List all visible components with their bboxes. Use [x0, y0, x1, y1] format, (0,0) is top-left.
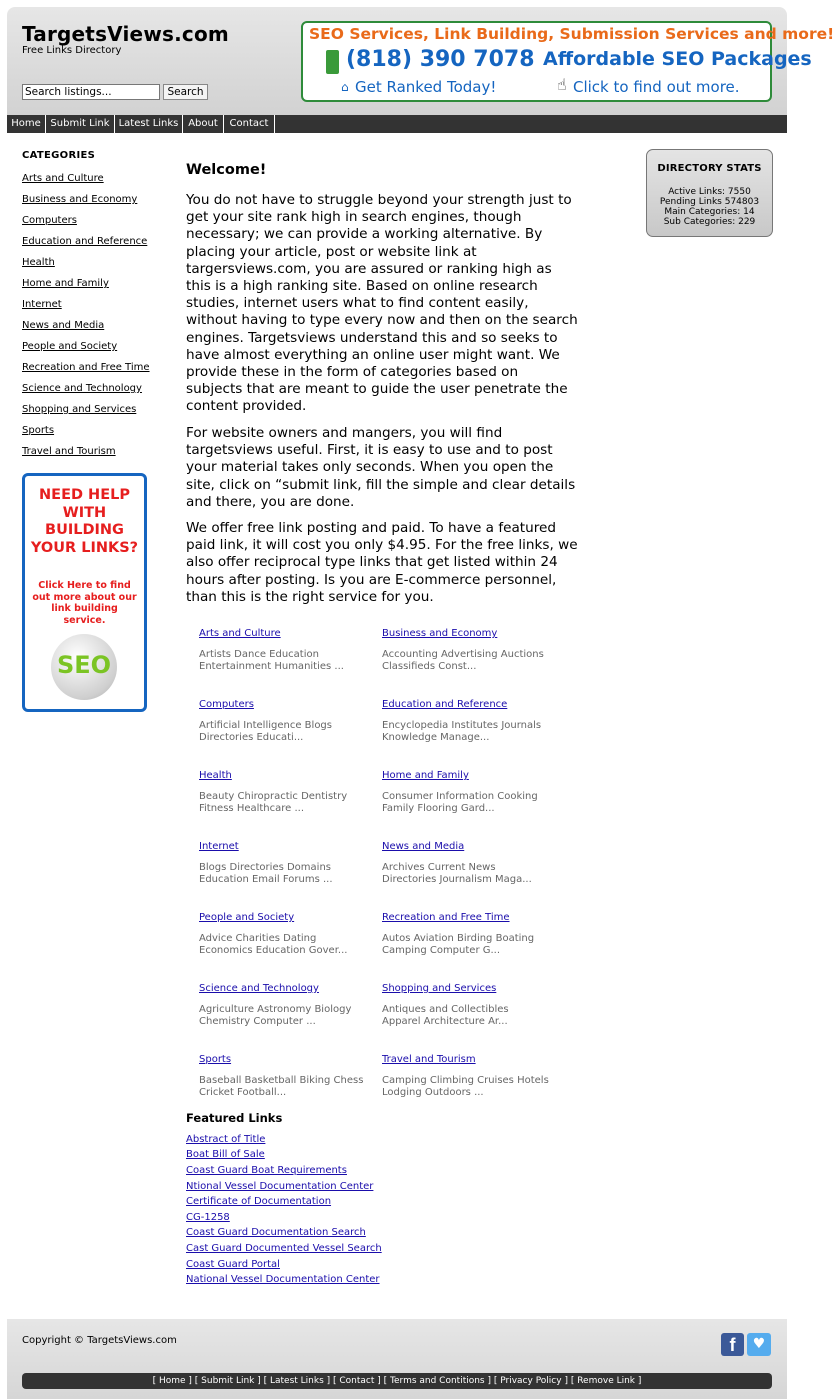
- footer-link-privacy[interactable]: Privacy Policy: [500, 1376, 562, 1386]
- category-link-education[interactable]: Education and Reference: [382, 699, 508, 710]
- category-sub: Camping Computer G...: [382, 945, 501, 956]
- help-text: Click Here to find out more about our link building service.: [32, 580, 137, 627]
- seo-ball-label: SEO: [56, 651, 112, 679]
- banner-click: Click to find out more.: [573, 78, 740, 96]
- sidebar-item-computers[interactable]: Computers: [22, 215, 77, 226]
- banner-affordable: Affordable SEO Packages: [543, 48, 812, 70]
- footer-link-latest[interactable]: Latest Links: [269, 1376, 324, 1386]
- category-sub: Consumer Information Cooking: [382, 791, 538, 802]
- nav-about[interactable]: About: [183, 115, 224, 133]
- footer-link-submit[interactable]: Submit Link: [201, 1376, 255, 1386]
- stats-title: DIRECTORY STATS: [657, 163, 762, 174]
- site-tagline: Free Links Directory: [22, 45, 122, 56]
- category-link-internet[interactable]: Internet: [199, 841, 239, 852]
- directory-stats: [646, 149, 773, 237]
- category-sub: Accounting Advertising Auctions: [382, 649, 544, 660]
- footer-link-home[interactable]: Home: [158, 1376, 186, 1386]
- sidebar-item-sports[interactable]: Sports: [22, 425, 55, 436]
- category-link-home-family[interactable]: Home and Family: [382, 770, 469, 781]
- search-input[interactable]: [22, 84, 160, 100]
- category-sub: Encyclopedia Institutes Journals: [382, 720, 542, 731]
- footer-link-terms[interactable]: Terms and Contitions: [390, 1376, 485, 1386]
- category-link-health[interactable]: Health: [199, 770, 232, 781]
- featured-link[interactable]: Ntional Vessel Documentation Center: [186, 1181, 374, 1192]
- featured-link[interactable]: Boat Bill of Sale: [186, 1149, 265, 1160]
- category-sub: Advice Charities Dating: [199, 933, 317, 944]
- category-sub: Agriculture Astronomy Biology: [199, 1004, 352, 1015]
- category-link-science[interactable]: Science and Technology: [199, 983, 319, 994]
- seo-banner-ad[interactable]: [301, 21, 834, 102]
- facebook-icon[interactable]: f: [721, 1333, 744, 1356]
- category-sub: Lodging Outdoors ...: [382, 1087, 484, 1098]
- featured-link[interactable]: Certificate of Documentation: [186, 1196, 332, 1207]
- category-sub: Directories Educati...: [199, 732, 304, 743]
- category-link-travel[interactable]: Travel and Tourism: [382, 1054, 476, 1065]
- featured-link[interactable]: CG-1258: [186, 1212, 230, 1223]
- featured-link[interactable]: National Vessel Documentation Center: [186, 1274, 380, 1285]
- category-link-sports[interactable]: Sports: [199, 1054, 232, 1065]
- category-sub: Knowledge Manage...: [382, 732, 490, 743]
- category-sub: Blogs Directories Domains: [199, 862, 331, 873]
- footer-link-remove[interactable]: Remove Link: [577, 1376, 636, 1386]
- banner-headline: SEO Services, Link Building, Submission Services and more!: [309, 25, 834, 43]
- stats-sub: Sub Categories: 229: [663, 217, 756, 227]
- footer-link-contact[interactable]: Contact: [339, 1376, 375, 1386]
- intro-paragraph-3: We offer free link posting and paid. To have a featured paid link, it will cost you only $4.95. For the free links, we also offer reciprocal type links that get listed within 24 hours after posting. Is you are E-commerce personnel, than this is the right service for you.: [186, 520, 578, 605]
- copyright: Copyright © TargetsViews.com: [22, 1335, 177, 1346]
- category-sub: Archives Current News: [382, 862, 496, 873]
- sidebar-item-home-family[interactable]: Home and Family: [22, 278, 109, 289]
- featured-link[interactable]: Abstract of Title: [186, 1134, 266, 1145]
- intro-paragraph-1: You do not have to struggle beyond your strength just to get your site rank high in search engines, though necessary; we can provide a working alternative. By placing your article, post or website link at targersviews.com, you are assured or ranking high as this is a high ranking site. Based on online research studies, internet users what to find content easily, without having to type every now and then on the search engines. Targetsviews understand this and so seeks to have almost everything an online user might want. We provide these in the form of categories based on subjects that are meant to guide the user penetrate the content provided.: [186, 192, 578, 415]
- featured-link[interactable]: Coast Guard Documentation Search: [186, 1227, 366, 1238]
- search-button[interactable]: Search: [163, 84, 208, 100]
- category-link-business[interactable]: Business and Economy: [382, 628, 498, 639]
- sidebar-item-business[interactable]: Business and Economy: [22, 194, 138, 205]
- seo-ball-icon: [51, 634, 117, 700]
- category-link-news[interactable]: News and Media: [382, 841, 465, 852]
- stats-pending: Pending Links 574803: [659, 197, 760, 207]
- nav-contact[interactable]: Contact: [224, 115, 275, 133]
- help-title: NEED HELP WITH BUILDING YOUR LINKS?: [30, 487, 139, 556]
- sidebar-item-education[interactable]: Education and Reference: [22, 236, 148, 247]
- site-title[interactable]: TargetsViews.com: [22, 22, 229, 46]
- intro-paragraph-2: For website owners and mangers, you will find targetsviews useful. First, it is easy to use and to post your material takes only seconds. When you open the site, click on “submit link, fill the simple and clear details and there, you are done.: [186, 425, 576, 510]
- sidebar-item-recreation[interactable]: Recreation and Free Time: [22, 362, 150, 373]
- category-link-people[interactable]: People and Society: [199, 912, 295, 923]
- sidebar-item-news[interactable]: News and Media: [22, 320, 105, 331]
- category-link-shopping[interactable]: Shopping and Services: [382, 983, 497, 994]
- sidebar-item-arts[interactable]: Arts and Culture: [22, 173, 104, 184]
- category-sub: Family Flooring Gard...: [382, 803, 495, 814]
- featured-link[interactable]: Coast Guard Portal: [186, 1259, 280, 1270]
- sidebar-item-internet[interactable]: Internet: [22, 299, 62, 310]
- featured-link[interactable]: Cast Guard Documented Vessel Search: [186, 1243, 382, 1254]
- sidebar-item-science[interactable]: Science and Technology: [22, 383, 142, 394]
- sidebar-item-shopping[interactable]: Shopping and Services: [22, 404, 137, 415]
- categories-sidebar: [22, 150, 162, 457]
- page-title: Welcome!: [186, 162, 267, 178]
- nav-submit-link[interactable]: Submit Link: [46, 115, 115, 133]
- category-sub: Chemistry Computer ...: [199, 1016, 316, 1027]
- stats-main: Main Categories: 14: [664, 207, 755, 217]
- category-link-computers[interactable]: Computers: [199, 699, 254, 710]
- featured-link[interactable]: Coast Guard Boat Requirements: [186, 1165, 347, 1176]
- stats-active: Active Links: 7550: [668, 187, 751, 197]
- category-sub: Education Email Forums ...: [199, 874, 333, 885]
- main-navbar: [7, 115, 787, 133]
- twitter-icon[interactable]: ♥: [747, 1333, 771, 1356]
- sidebar-item-people[interactable]: People and Society: [22, 341, 118, 352]
- category-sub: Fitness Healthcare ...: [199, 803, 305, 814]
- site-footer: [7, 1319, 787, 1399]
- category-sub: Cricket Football...: [199, 1087, 287, 1098]
- category-sub: Beauty Chiropractic Dentistry: [199, 791, 348, 802]
- category-sub: Artists Dance Education: [199, 649, 319, 660]
- banner-ranked: Get Ranked Today!: [355, 78, 497, 96]
- category-sub: Camping Climbing Cruises Hotels: [382, 1075, 549, 1086]
- site-header: [7, 7, 834, 115]
- home-icon: ⌂: [341, 80, 349, 94]
- category-sub: Autos Aviation Birding Boating: [382, 933, 535, 944]
- category-sub: Baseball Basketball Biking Chess: [199, 1075, 364, 1086]
- category-sub: Economics Education Gover...: [199, 945, 348, 956]
- sidebar-title: CATEGORIES: [22, 150, 96, 161]
- mobile-phone-icon: [326, 50, 339, 74]
- nav-latest-links[interactable]: Latest Links: [115, 115, 183, 133]
- category-link-arts[interactable]: Arts and Culture: [199, 628, 281, 639]
- category-link-recreation[interactable]: Recreation and Free Time: [382, 912, 510, 923]
- sidebar-item-health[interactable]: Health: [22, 257, 55, 268]
- category-sub: Directories Journalism Maga...: [382, 874, 532, 885]
- featured-links-title: Featured Links: [186, 1111, 283, 1125]
- footer-links-bar: [ Home ] [ Submit Link ] [ Latest Links ] [ Contact ] [ Terms and Contitions ] [ Privacy Policy ] [ Remove Link ]: [22, 1373, 772, 1389]
- sidebar-item-travel[interactable]: Travel and Tourism: [22, 446, 116, 457]
- pointer-hand-icon: ☝: [557, 75, 567, 94]
- nav-home[interactable]: Home: [7, 115, 46, 133]
- category-sub: Entertainment Humanities ...: [199, 661, 344, 672]
- banner-phone: (818) 390 7078: [346, 47, 535, 72]
- category-sub: Artificial Intelligence Blogs: [199, 720, 332, 731]
- link-building-ad[interactable]: [22, 473, 147, 712]
- category-sub: Antiques and Collectibles: [382, 1004, 509, 1015]
- category-sub: Classifieds Const...: [382, 661, 477, 672]
- category-sub: Apparel Architecture Ar...: [382, 1016, 508, 1027]
